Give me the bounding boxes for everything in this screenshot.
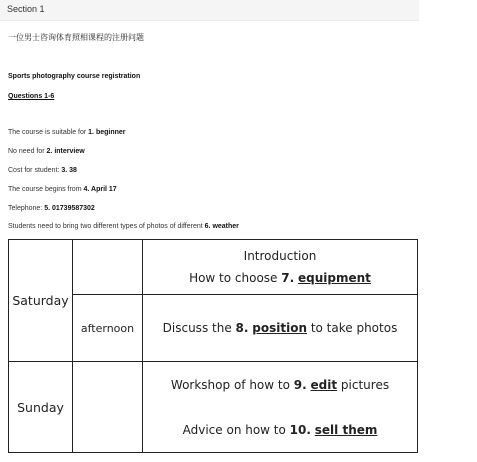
note-number: 4. xyxy=(83,186,90,193)
note-answer: beginner xyxy=(95,129,126,136)
note-line-6 xyxy=(8,223,239,230)
note-number: 5. xyxy=(44,205,51,212)
question-10: Advice on how to 10. sell them xyxy=(182,422,378,437)
day-cell-saturday: Saturday xyxy=(9,240,73,362)
note-text: The course is suitable for xyxy=(8,129,89,136)
note-line-1 xyxy=(8,129,126,136)
note-line-2 xyxy=(8,148,85,155)
activity-cell-sunday xyxy=(143,362,418,453)
activity-cell-introduction xyxy=(143,240,418,295)
chinese-title: 一位男士咨询体育照相课程的注册问题 xyxy=(8,33,144,42)
note-line-3 xyxy=(8,167,77,174)
period-cell-saturday-morning xyxy=(73,240,143,295)
answer-7: equipment xyxy=(298,271,371,285)
period-cell-sunday xyxy=(73,362,143,453)
note-line-5 xyxy=(8,205,95,212)
note-answer: 38 xyxy=(69,167,77,174)
note-text: Telephone: xyxy=(8,205,45,212)
note-text: Cost for student: xyxy=(8,167,62,174)
page-heading: Sports photography course registration xyxy=(8,73,141,80)
note-text: No need for xyxy=(8,148,47,155)
question-9: Workshop of how to 9. edit pictures xyxy=(170,377,390,392)
schedule-table xyxy=(8,239,418,453)
table-row xyxy=(9,362,418,453)
answer-8: position xyxy=(252,321,307,335)
answer-9: edit xyxy=(310,377,338,392)
question-8: Discuss the 8. position to take photos xyxy=(162,321,398,335)
introduction-text: Introduction xyxy=(243,249,317,263)
note-answer: interview xyxy=(54,148,85,155)
day-cell-sunday: Sunday xyxy=(9,362,73,453)
note-text: The course begins from xyxy=(8,186,84,193)
note-number: 6. xyxy=(204,223,211,230)
note-line-4 xyxy=(8,186,117,193)
section-header xyxy=(0,0,419,21)
note-answer: April 17 xyxy=(91,186,117,193)
answer-10: sell them xyxy=(314,422,378,437)
note-number: 1. xyxy=(88,129,94,136)
note-answer: weather xyxy=(212,223,239,230)
period-cell-saturday-afternoon: afternoon xyxy=(73,295,143,362)
note-answer: 01739587302 xyxy=(52,205,95,212)
question-7: How to choose 7. equipment xyxy=(189,271,371,285)
note-number: 2. xyxy=(46,148,53,155)
note-number: 3. xyxy=(61,167,68,174)
note-text: Students need to bring two different types of photos of different xyxy=(8,223,205,230)
activity-cell-position xyxy=(143,295,418,362)
questions-label: Questions 1-6 xyxy=(8,93,55,100)
section-title: Section 1 xyxy=(7,4,45,14)
table-row xyxy=(9,240,418,295)
